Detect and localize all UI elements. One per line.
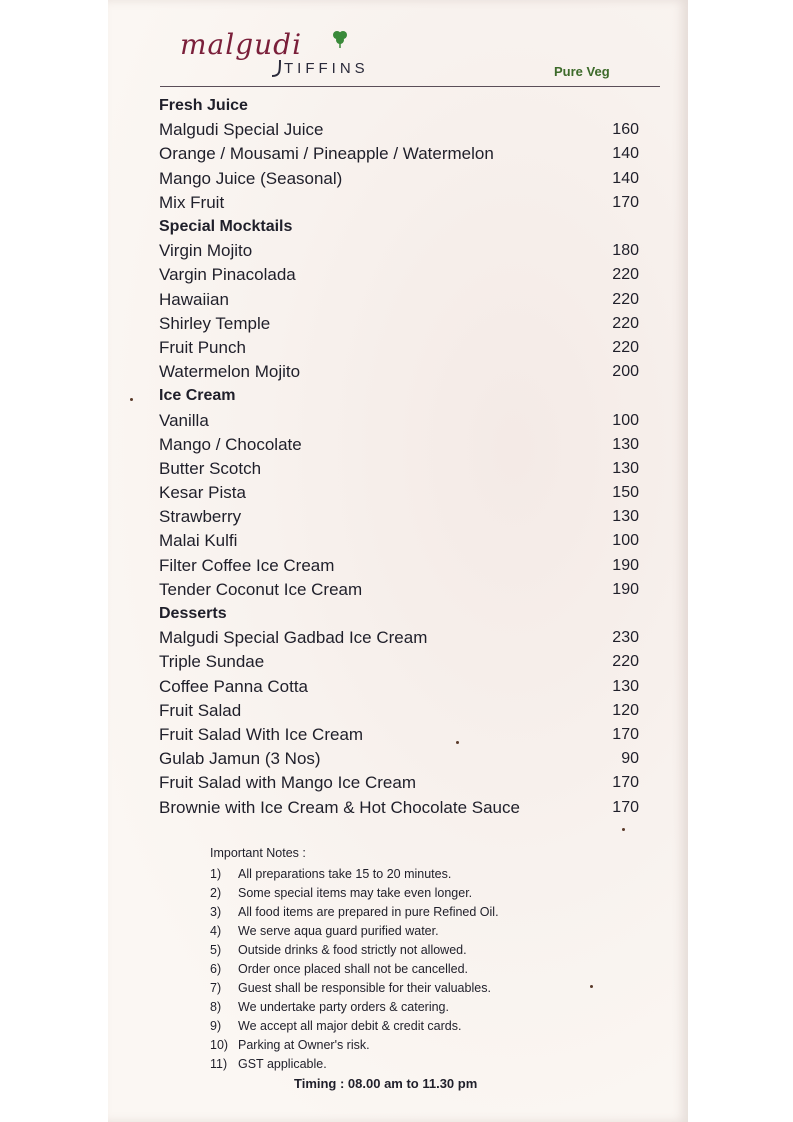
note-item xyxy=(210,1016,590,1035)
brand-subtitle: TIFFINS xyxy=(284,60,369,77)
note-number: 3) xyxy=(210,904,222,919)
menu-item-price: 170 xyxy=(612,774,639,792)
menu-item xyxy=(159,408,639,432)
brand-script: malgudi xyxy=(180,28,303,61)
note-text: Guest shall be responsible for their valuables. xyxy=(238,980,491,995)
menu-item-name: Strawberry xyxy=(159,507,242,527)
note-number: 10) xyxy=(210,1037,229,1052)
menu-item xyxy=(159,529,639,553)
menu-item xyxy=(159,723,639,747)
menu-item xyxy=(159,554,639,578)
note-text: We undertake party orders & catering. xyxy=(238,999,449,1014)
menu-item-price: 180 xyxy=(612,242,639,260)
menu-item-name: Vanilla xyxy=(159,410,209,430)
notes-title: Important Notes : xyxy=(210,846,306,860)
menu-item-price: 140 xyxy=(612,145,639,163)
menu-item-price: 130 xyxy=(612,435,639,453)
note-item xyxy=(210,883,590,902)
note-number: 7) xyxy=(210,980,222,995)
menu-item xyxy=(159,191,639,215)
clover-icon xyxy=(330,28,350,48)
section-heading: Ice Cream xyxy=(159,387,236,405)
menu-item-price: 220 xyxy=(612,290,639,308)
menu-item xyxy=(159,578,639,602)
menu-item-price: 130 xyxy=(612,459,639,477)
menu-item-name: Malgudi Special Juice xyxy=(159,120,324,140)
header-divider xyxy=(160,86,660,87)
paper-speck xyxy=(590,985,593,988)
menu-item-price: 160 xyxy=(612,121,639,139)
menu-item xyxy=(159,505,639,529)
menu-item-name: Malgudi Special Gadbad Ice Cream xyxy=(159,628,428,648)
menu-item-name: Fruit Salad with Mango Ice Cream xyxy=(159,773,416,793)
note-item xyxy=(210,940,590,959)
menu-item xyxy=(159,239,639,263)
paper-speck xyxy=(622,828,625,831)
menu-item-price: 190 xyxy=(612,556,639,574)
menu-item xyxy=(159,288,639,312)
menu-item-price: 200 xyxy=(612,363,639,381)
menu-item-name: Kesar Pista xyxy=(159,483,246,503)
note-item xyxy=(210,1054,590,1073)
menu-item-price: 230 xyxy=(612,629,639,647)
menu-item-price: 170 xyxy=(612,725,639,743)
menu-item-name: Malai Kulfi xyxy=(159,531,238,551)
menu-item-name: Fruit Salad With Ice Cream xyxy=(159,724,364,744)
menu-item-price: 140 xyxy=(612,169,639,187)
note-item xyxy=(210,864,590,883)
note-number: 9) xyxy=(210,1018,222,1033)
menu-item-name: Coffee Panna Cotta xyxy=(159,676,309,696)
menu-item-name: Gulab Jamun (3 Nos) xyxy=(159,749,321,769)
menu-item-name: Filter Coffee Ice Cream xyxy=(159,555,335,575)
menu-item xyxy=(159,626,639,650)
menu-item xyxy=(159,650,639,674)
menu-item-name: Fruit Salad xyxy=(159,700,242,720)
menu-item-name: Vargin Pinacolada xyxy=(159,265,296,285)
menu-item-name: Virgin Mojito xyxy=(159,241,253,261)
menu-item-price: 220 xyxy=(612,266,639,284)
section-heading: Desserts xyxy=(159,605,227,623)
menu-item-name: Watermelon Mojito xyxy=(159,362,301,382)
menu-item xyxy=(159,142,639,166)
note-number: 2) xyxy=(210,885,222,900)
menu-item-price: 100 xyxy=(612,411,639,429)
note-text: We serve aqua guard purified water. xyxy=(238,923,439,938)
note-number: 1) xyxy=(210,866,222,881)
menu-item-name: Fruit Punch xyxy=(159,337,246,357)
menu-item xyxy=(159,699,639,723)
menu-item xyxy=(159,167,639,191)
note-item xyxy=(210,978,590,997)
menu-item xyxy=(159,457,639,481)
menu-item-name: Hawaiian xyxy=(159,289,229,309)
note-item xyxy=(210,921,590,940)
note-text: Order once placed shall not be cancelled. xyxy=(238,961,469,976)
menu-item-price: 100 xyxy=(612,532,639,550)
menu-item-name: Mango Juice (Seasonal) xyxy=(159,168,343,188)
section-heading: Fresh Juice xyxy=(159,97,248,115)
note-number: 4) xyxy=(210,923,222,938)
menu-item-name: Triple Sundae xyxy=(159,652,265,672)
important-notes xyxy=(210,846,590,1073)
note-number: 5) xyxy=(210,942,222,957)
menu-item xyxy=(159,336,639,360)
menu-item-price: 130 xyxy=(612,677,639,695)
menu-item xyxy=(159,675,639,699)
menu-item xyxy=(159,118,639,142)
menu-item xyxy=(159,433,639,457)
note-text: All preparations take 15 to 20 minutes. xyxy=(238,866,452,881)
menu-item-price: 190 xyxy=(612,580,639,598)
note-text: We accept all major debit & credit cards. xyxy=(238,1018,462,1033)
note-text: Parking at Owner's risk. xyxy=(238,1037,370,1052)
notes-list xyxy=(210,864,590,1073)
menu-item-price: 90 xyxy=(621,750,639,768)
note-number: 6) xyxy=(210,961,222,976)
opening-timing: Timing : 08.00 am to 11.30 pm xyxy=(294,1076,478,1091)
menu-item-price: 170 xyxy=(612,798,639,816)
note-text: All food items are prepared in pure Refined Oil. xyxy=(238,904,499,919)
note-item xyxy=(210,997,590,1016)
pure-veg-tag: Pure Veg xyxy=(554,64,610,79)
brand-logo xyxy=(180,28,400,80)
paper-speck xyxy=(130,398,133,401)
menu-item xyxy=(159,312,639,336)
menu-item xyxy=(159,747,639,771)
note-text: Outside drinks & food strictly not allowed. xyxy=(238,942,467,957)
note-text: Some special items may take even longer. xyxy=(238,885,473,900)
menu-item-name: Butter Scotch xyxy=(159,458,262,478)
menu-item xyxy=(159,263,639,287)
logo-hook-icon xyxy=(270,58,284,78)
menu-item xyxy=(159,481,639,505)
menu-item-name: Shirley Temple xyxy=(159,313,271,333)
note-number: 8) xyxy=(210,999,222,1014)
menu-list xyxy=(159,94,639,820)
note-text: GST applicable. xyxy=(238,1056,327,1071)
menu-item-price: 220 xyxy=(612,653,639,671)
menu-item-name: Tender Coconut Ice Cream xyxy=(159,579,363,599)
menu-item-name: Brownie with Ice Cream & Hot Chocolate Sauce xyxy=(159,797,520,817)
menu-item xyxy=(159,360,639,384)
menu-item-price: 220 xyxy=(612,314,639,332)
menu-item-price: 150 xyxy=(612,484,639,502)
menu-item-price: 220 xyxy=(612,338,639,356)
note-item xyxy=(210,1035,590,1054)
menu-item-name: Orange / Mousami / Pineapple / Watermelon xyxy=(159,144,494,164)
menu-item xyxy=(159,771,639,795)
note-number: 11) xyxy=(210,1056,228,1071)
menu-item-price: 120 xyxy=(612,701,639,719)
note-item xyxy=(210,902,590,921)
section-heading: Special Mocktails xyxy=(159,218,293,236)
menu-item-price: 170 xyxy=(612,193,639,211)
menu-item-name: Mango / Chocolate xyxy=(159,434,302,454)
menu-item-name: Mix Fruit xyxy=(159,192,225,212)
note-item xyxy=(210,959,590,978)
menu-item-price: 130 xyxy=(612,508,639,526)
paper-speck xyxy=(456,741,459,744)
menu-item xyxy=(159,795,639,819)
